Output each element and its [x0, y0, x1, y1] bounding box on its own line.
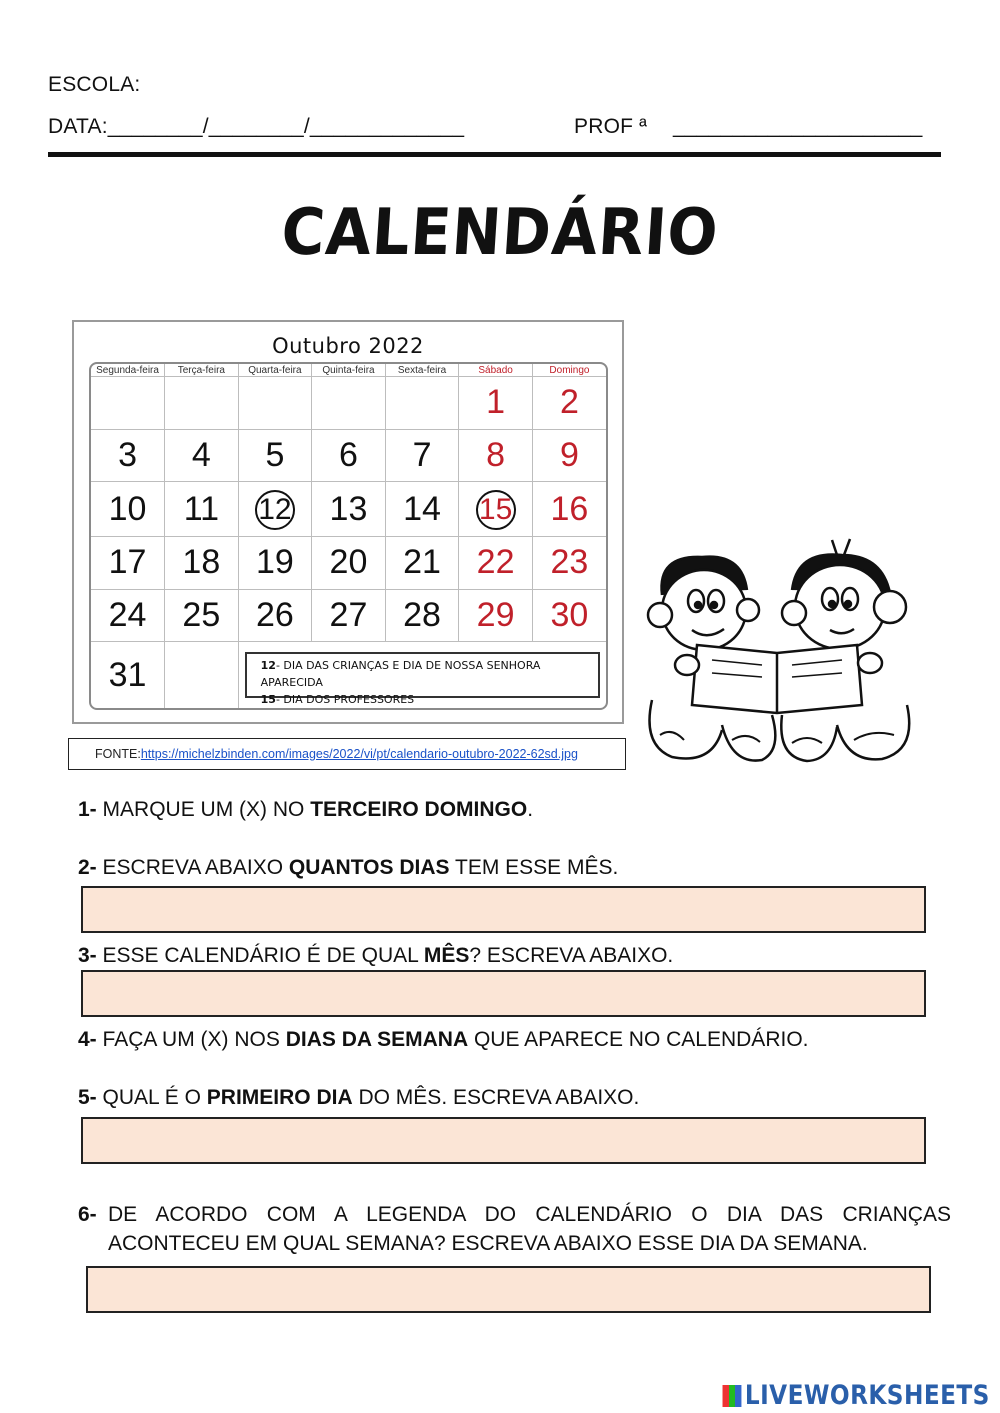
legend-text: - DIA DAS CRIANÇAS E DIA DE NOSSA SENHORA APARECIDA: [260, 659, 541, 690]
day-cell[interactable]: 28: [385, 589, 459, 642]
day-cell[interactable]: 18: [165, 537, 239, 590]
header-divider: [48, 152, 941, 157]
question-text: TEM ESSE MÊS.: [449, 856, 619, 879]
question-6: [78, 1200, 951, 1258]
logo-text: LIVEWORKSHEETS: [745, 1380, 990, 1411]
answer-box-3[interactable]: [81, 970, 926, 1017]
question-5: [78, 1083, 639, 1112]
day-cell[interactable]: 16: [532, 482, 606, 537]
question-keyword: QUANTOS DIAS: [288, 856, 450, 879]
question-keyword: DIAS DA SEMANA: [285, 1028, 469, 1051]
question-1: [78, 795, 533, 824]
legend-text: - DIA DOS PROFESSORES: [275, 693, 415, 707]
question-keyword: TERCEIRO DOMINGO: [310, 798, 528, 821]
day-cell[interactable]: [312, 377, 386, 430]
day-cell[interactable]: 20: [312, 537, 386, 590]
prof-label: PROF ª: [574, 115, 648, 138]
day-cell[interactable]: 8: [459, 429, 533, 482]
day-cell[interactable]: 13: [312, 482, 386, 537]
weekday-header: Quinta-feira: [312, 364, 386, 377]
question-text: QUE APARECE NO CALENDÁRIO.: [468, 1028, 809, 1051]
day-cell[interactable]: [165, 377, 239, 430]
calendar-week-row: [91, 377, 606, 430]
question-text: .: [527, 798, 534, 821]
day-cell[interactable]: 30: [532, 589, 606, 642]
day-cell: [165, 642, 239, 708]
day-cell[interactable]: 3: [91, 429, 165, 482]
source-box: [68, 738, 626, 770]
question-keyword: PRIMEIRO DIA: [206, 1086, 353, 1109]
kids-reading-illustration: [632, 535, 922, 767]
answer-box-6[interactable]: [86, 1266, 931, 1313]
date-label: DATA:________/________/_____________: [48, 115, 465, 138]
day-cell[interactable]: 6: [312, 429, 386, 482]
weekday-header: Segunda-feira: [91, 364, 165, 377]
day-cell[interactable]: 31: [91, 642, 165, 708]
day-cell[interactable]: [238, 377, 312, 430]
day-cell[interactable]: 27: [312, 589, 386, 642]
calendar-week-row: [91, 537, 606, 590]
question-3: [78, 941, 673, 970]
source-label: FONTE:: [95, 747, 141, 761]
weekday-header: Sábado: [459, 364, 533, 377]
weekday-header: Domingo: [532, 364, 606, 377]
question-number: 1-: [78, 798, 97, 821]
day-cell[interactable]: 21: [385, 537, 459, 590]
question-text: QUAL É O: [102, 1086, 207, 1109]
legend-day: 12: [260, 659, 276, 673]
day-cell[interactable]: 10: [91, 482, 165, 537]
calendar-legend-cell: [238, 642, 606, 708]
day-cell-circled[interactable]: [459, 482, 533, 537]
calendar-week-row: [91, 642, 606, 708]
day-cell[interactable]: 17: [91, 537, 165, 590]
day-cell[interactable]: 24: [91, 589, 165, 642]
weekday-header: Quarta-feira: [238, 364, 312, 377]
question-text: DO MÊS. ESCREVA ABAIXO.: [352, 1086, 640, 1109]
question-keyword: MÊS: [423, 944, 470, 967]
day-cell[interactable]: 29: [459, 589, 533, 642]
page-title: CALENDÁRIO: [279, 196, 721, 270]
answer-box-2[interactable]: [81, 886, 926, 933]
question-text: FAÇA UM (X) NOS: [102, 1028, 286, 1051]
question-number: 2-: [78, 856, 97, 879]
day-cell[interactable]: 14: [385, 482, 459, 537]
question-number: 5-: [78, 1086, 97, 1109]
calendar-week-row: [91, 482, 606, 537]
question-number: 6-: [78, 1203, 97, 1226]
day-cell[interactable]: 7: [385, 429, 459, 482]
day-cell[interactable]: [385, 377, 459, 430]
calendar-legend: [245, 652, 600, 707]
day-cell[interactable]: [91, 377, 165, 430]
legend-day: 15: [260, 693, 276, 707]
circled-day: 12: [255, 490, 295, 530]
question-number: 4-: [78, 1028, 97, 1051]
question-text: ACONTECEU EM QUAL SEMANA? ESCREVA ABAIXO ESSE DIA DA SEMANA.: [108, 1232, 868, 1255]
day-cell[interactable]: 26: [238, 589, 312, 642]
day-cell[interactable]: 25: [165, 589, 239, 642]
day-cell-circled[interactable]: [238, 482, 312, 537]
question-text: DE ACORDO COM A LEGENDA DO CALENDÁRIO O DIA DAS CRIANÇAS: [108, 1203, 951, 1226]
calendar-grid: [89, 362, 608, 710]
answer-box-5[interactable]: [81, 1117, 926, 1164]
source-link[interactable]: https://michelzbinden.com/images/2022/vi/pt/calendario-outubro-2022-62sd.jpg: [140, 747, 578, 761]
question-text: ESCREVA ABAIXO: [102, 856, 289, 879]
weekday-header: Sexta-feira: [385, 364, 459, 377]
question-text: MARQUE UM (X) NO: [102, 798, 311, 821]
day-cell[interactable]: 11: [165, 482, 239, 537]
prof-blank: _____________________: [673, 115, 923, 138]
question-number: 3-: [78, 944, 97, 967]
calendar-week-row: [91, 589, 606, 642]
weekday-header: Terça-feira: [165, 364, 239, 377]
circled-day: 15: [476, 490, 516, 530]
question-text: ESSE CALENDÁRIO É DE QUAL: [102, 944, 424, 967]
question-2: [78, 853, 618, 882]
logo-icon: [723, 1385, 742, 1407]
day-cell[interactable]: 4: [165, 429, 239, 482]
school-label: ESCOLA:: [48, 73, 141, 96]
day-cell[interactable]: 23: [532, 537, 606, 590]
day-cell[interactable]: 9: [532, 429, 606, 482]
calendar-week-row: [91, 429, 606, 482]
day-cell[interactable]: 5: [238, 429, 312, 482]
question-4: [78, 1025, 808, 1054]
calendar-weekday-row: [91, 364, 606, 377]
day-cell[interactable]: 22: [459, 537, 533, 590]
day-cell[interactable]: 1: [459, 377, 533, 430]
calendar-title: Outubro 2022: [272, 334, 424, 358]
day-cell[interactable]: 2: [532, 377, 606, 430]
question-text: ? ESCREVA ABAIXO.: [469, 944, 674, 967]
day-cell[interactable]: 19: [238, 537, 312, 590]
liveworksheets-logo: [723, 1380, 990, 1411]
